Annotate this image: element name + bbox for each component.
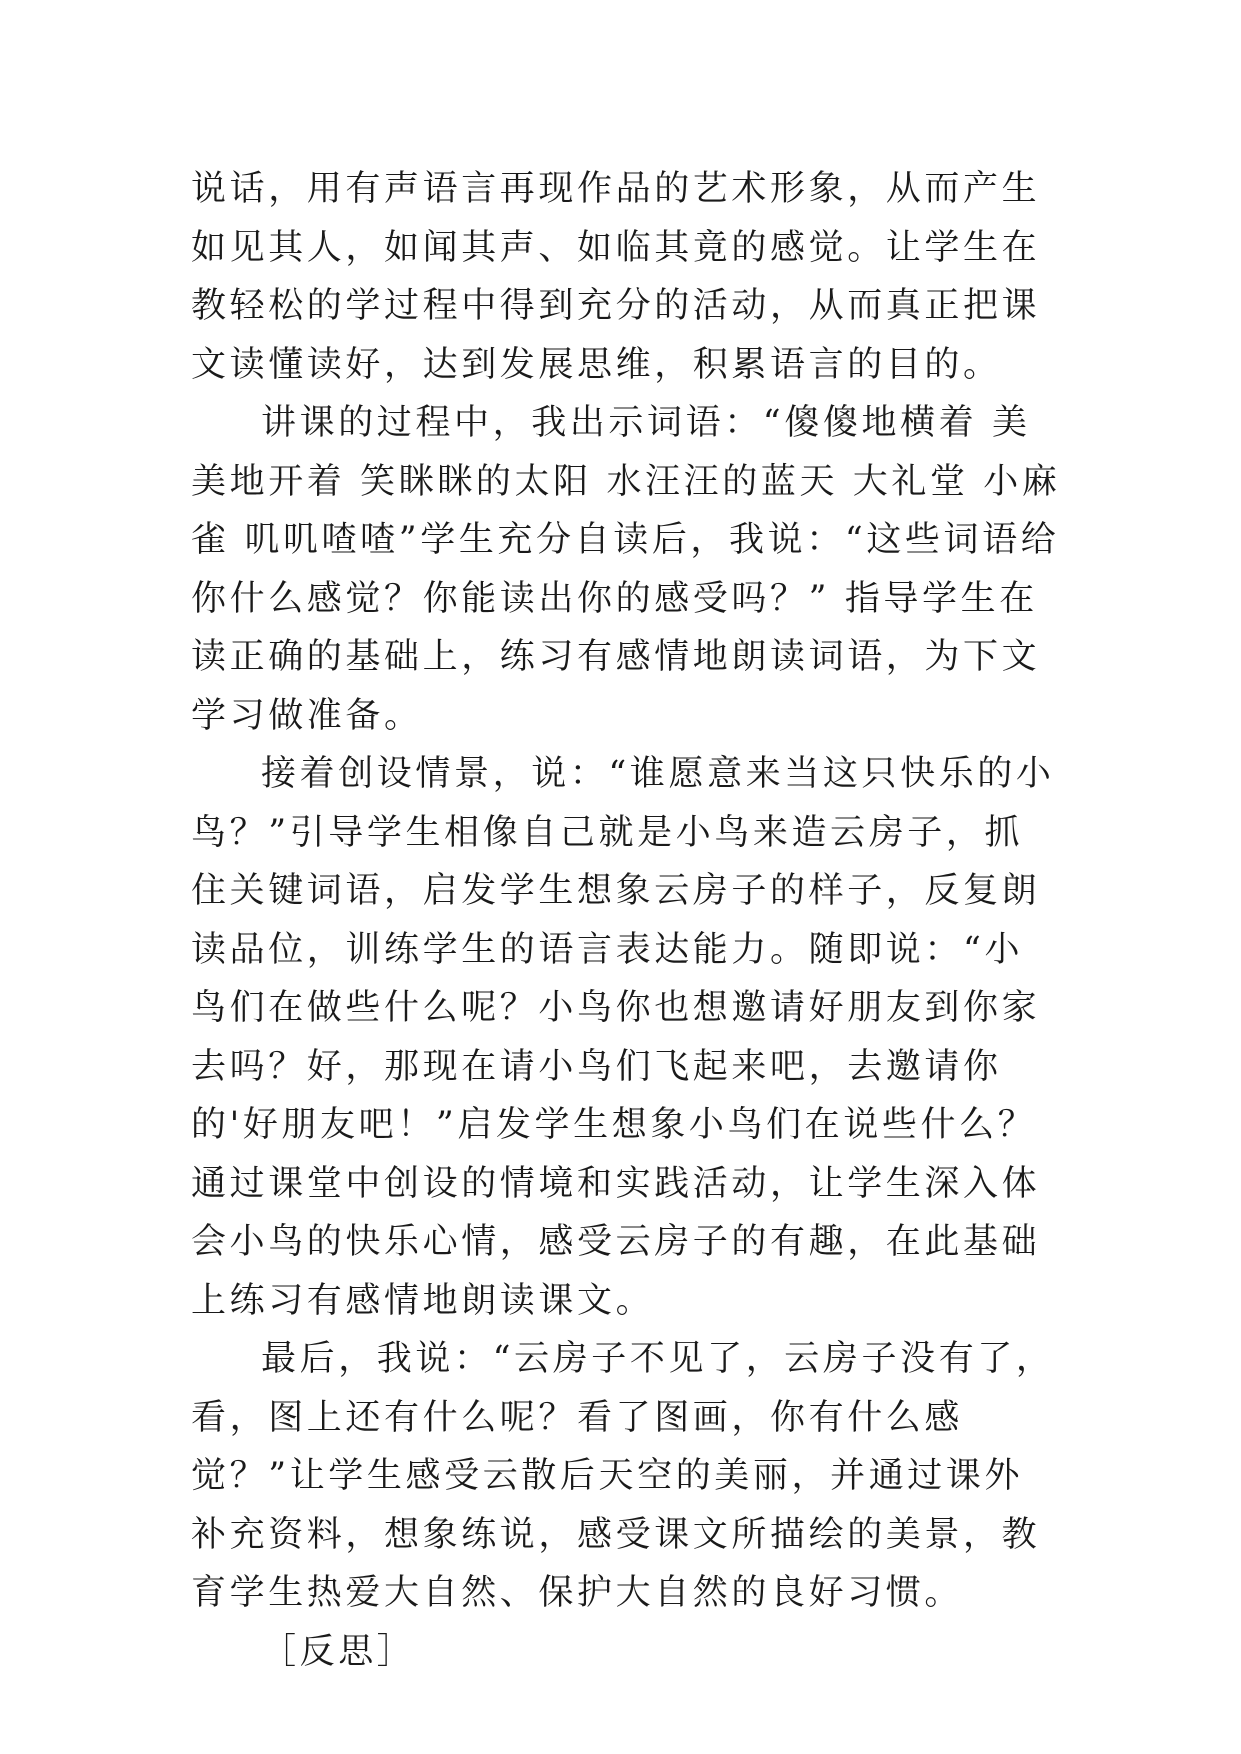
- paragraph-continuation: 说话，用有声语言再现作品的艺术形象，从而产生如见其人，如闻其声、如临其竟的感觉。让学生在教轻松的学过程中得到充分的活动，从而真正把课文读懂读好，达到发展思维，积累语言的目的。: [191, 169, 1041, 385]
- paragraph-vocabulary: 讲课的过程中，我出示词语：“傻傻地横着 美美地开着 笑眯眯的太阳 水汪汪的蓝天 大礼堂 小麻雀 叽叽喳喳”学生充分自读后，我说：“这些词语给你什么感觉？你能读出你的感受吗？” 指导学生在读正确的基础上，练习有感情地朗读词语，为下文学习做准备。: [191, 403, 1061, 736]
- section-heading-reflection: ［反思］: [261, 1631, 416, 1672]
- document-body: [191, 160, 1061, 1681]
- paragraph-conclusion: 最后，我说：“云房子不见了，云房子没有了，看，图上还有什么呢？看了图画，你有什么感觉？”让学生感受云散后天空的美丽，并通过课外补充资料，想象练说，感受课文所描绘的美景，教育学生热爱大自然、保护大自然的良好习惯。: [191, 1339, 1055, 1613]
- paragraph-scenario: 接着创设情景，说：“谁愿意来当这只快乐的小鸟？”引导学生相像自己就是小鸟来造云房子，抓住关键词语，启发学生想象云房子的样子，反复朗读品位，训练学生的语言表达能力。随即说：“小鸟们在做些什么呢？小鸟你也想邀请好朋友到你家去吗？好，那现在请小鸟们飞起来吧，去邀请你的'好朋友吧！”启发学生想象小鸟们在说些什么？通过课堂中创设的情境和实践活动，让学生深入体会小鸟的快乐心情，感受云房子的有趣，在此基础上练习有感情地朗读课文。: [191, 754, 1055, 1321]
